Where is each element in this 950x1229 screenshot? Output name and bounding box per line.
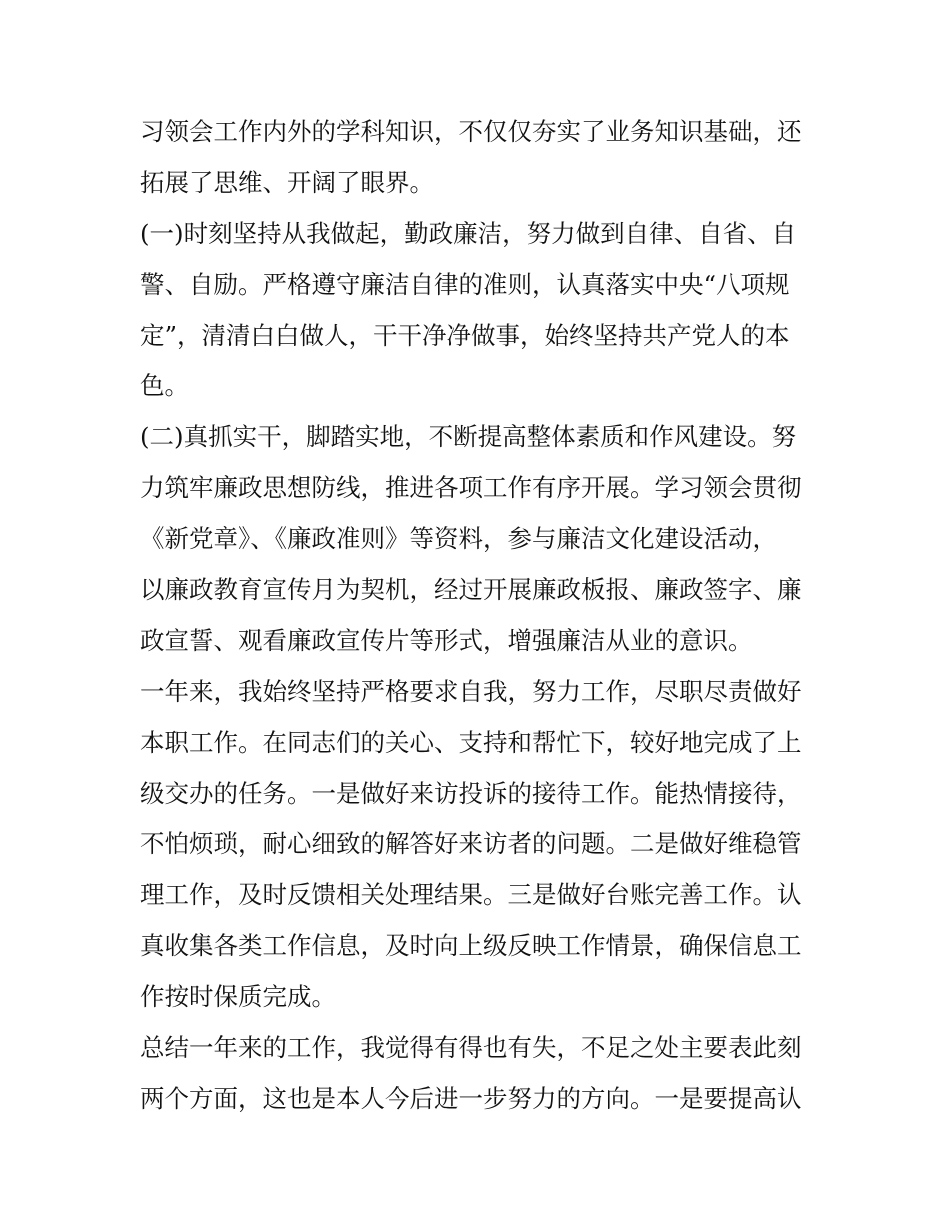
text-line: 两个方面，这也是本人今后进一步努力的方向。一是要提高认 xyxy=(140,1083,802,1113)
text-line: 拓展了思维、开阔了眼界。 xyxy=(140,167,434,197)
text-line: 警、自励。严格遵守廉洁自律的准则，认真落实中央“八项规 xyxy=(140,269,790,299)
text-line: 定”，清清白白做人，干干净净做事，始终坚持共产党人的本 xyxy=(140,320,790,350)
text-line: 真收集各类工作信息，及时向上级反映工作情景，确保信息工 xyxy=(140,931,802,961)
text-line: 以廉政教育宣传月为契机，经过开展廉政板报、廉政签字、廉 xyxy=(140,575,802,605)
text-line: 色。 xyxy=(140,371,189,401)
text-line: 理工作，及时反馈相关处理结果。三是做好台账完善工作。认 xyxy=(140,880,802,910)
text-line: (二)真抓实干，脚踏实地，不断提高整体素质和作风建设。努 xyxy=(140,422,797,452)
text-line: 力筑牢廉政思想防线，推进各项工作有序开展。学习领会贯彻 xyxy=(140,473,802,503)
text-line: 作按时保质完成。 xyxy=(140,982,336,1012)
text-line: 《新党章》、《廉政准则》等资料，参与廉洁文化建设活动， xyxy=(140,524,777,554)
text-line: 总结一年来的工作，我觉得有得也有失，不足之处主要表此刻 xyxy=(140,1033,802,1063)
text-line: 级交办的任务。一是做好来访投诉的接待工作。能热情接待， xyxy=(140,778,802,808)
text-line: 一年来，我始终坚持严格要求自我，努力工作，尽职尽责做好 xyxy=(140,676,802,706)
body-text xyxy=(140,107,820,1125)
text-line: 本职工作。在同志们的关心、支持和帮忙下，较好地完成了上 xyxy=(140,727,802,757)
text-line: 政宣誓、观看廉政宣传片等形式，增强廉洁从业的意识。 xyxy=(140,625,753,655)
text-line: 不怕烦琐，耐心细致的解答好来访者的问题。二是做好维稳管 xyxy=(140,829,802,859)
text-line: 习领会工作内外的学科知识，不仅仅夯实了业务知识基础，还 xyxy=(140,117,802,146)
text-line: (一)时刻坚持从我做起，勤政廉洁，努力做到自律、自省、自 xyxy=(140,218,797,248)
